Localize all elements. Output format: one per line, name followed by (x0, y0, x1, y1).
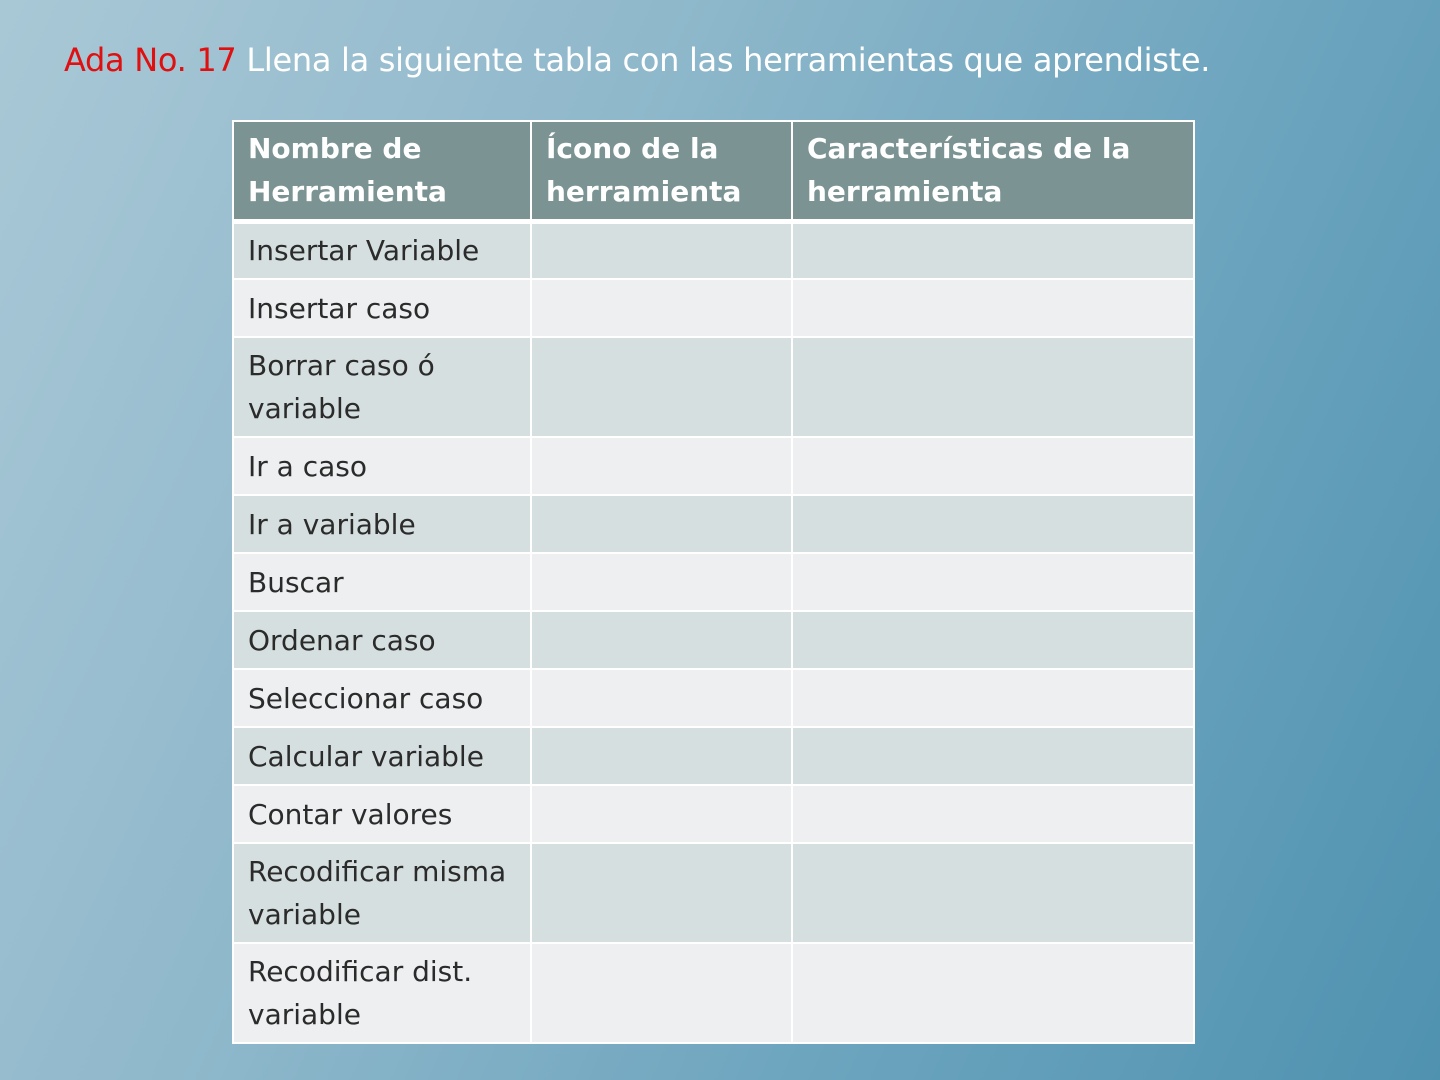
table-row (233, 221, 1194, 279)
tool-icon-cell[interactable] (531, 279, 792, 337)
tool-features-cell[interactable] (792, 727, 1194, 785)
slide-title (64, 36, 1210, 84)
tool-features-cell[interactable] (792, 553, 1194, 611)
tool-features-cell[interactable] (792, 279, 1194, 337)
tool-features-cell[interactable] (792, 843, 1194, 943)
tool-features-cell[interactable] (792, 337, 1194, 437)
tool-icon-cell[interactable] (531, 553, 792, 611)
header-tool-features: Características de la herramienta (792, 121, 1194, 221)
tool-icon-cell[interactable] (531, 669, 792, 727)
tool-name-cell: Insertar Variable (233, 221, 531, 279)
tool-name-cell: Recodificar misma variable (233, 843, 531, 943)
header-tool-icon: Ícono de la herramienta (531, 121, 792, 221)
tool-name-cell: Borrar caso ó variable (233, 337, 531, 437)
tool-features-cell[interactable] (792, 943, 1194, 1043)
table-row (233, 495, 1194, 553)
tool-name-cell: Ir a variable (233, 495, 531, 553)
tool-features-cell[interactable] (792, 221, 1194, 279)
table-row (233, 669, 1194, 727)
tool-name-cell: Ir a caso (233, 437, 531, 495)
tool-icon-cell[interactable] (531, 727, 792, 785)
instruction-text: Llena la siguiente tabla con las herramientas que aprendiste. (246, 41, 1211, 79)
tool-icon-cell[interactable] (531, 785, 792, 843)
table-row (233, 727, 1194, 785)
table-row (233, 611, 1194, 669)
table-row (233, 553, 1194, 611)
tool-features-cell[interactable] (792, 785, 1194, 843)
tool-icon-cell[interactable] (531, 437, 792, 495)
tool-icon-cell[interactable] (531, 221, 792, 279)
table-row (233, 437, 1194, 495)
tools-table (232, 120, 1195, 1044)
table-row (233, 279, 1194, 337)
header-tool-name: Nombre de Herramienta (233, 121, 531, 221)
tool-icon-cell[interactable] (531, 943, 792, 1043)
tool-name-cell: Buscar (233, 553, 531, 611)
tool-icon-cell[interactable] (531, 337, 792, 437)
tool-name-cell: Insertar caso (233, 279, 531, 337)
tool-features-cell[interactable] (792, 611, 1194, 669)
table-row (233, 843, 1194, 943)
tool-name-cell: Recodificar dist. variable (233, 943, 531, 1043)
table-row (233, 785, 1194, 843)
tool-icon-cell[interactable] (531, 843, 792, 943)
table-row (233, 337, 1194, 437)
tool-features-cell[interactable] (792, 495, 1194, 553)
tool-name-cell: Calcular variable (233, 727, 531, 785)
tool-icon-cell[interactable] (531, 495, 792, 553)
tool-name-cell: Seleccionar caso (233, 669, 531, 727)
table-row (233, 943, 1194, 1043)
tool-features-cell[interactable] (792, 437, 1194, 495)
tool-features-cell[interactable] (792, 669, 1194, 727)
table-header-row (233, 121, 1194, 221)
tool-icon-cell[interactable] (531, 611, 792, 669)
activity-number: Ada No. 17 (64, 41, 237, 79)
tool-name-cell: Contar valores (233, 785, 531, 843)
tool-name-cell: Ordenar caso (233, 611, 531, 669)
